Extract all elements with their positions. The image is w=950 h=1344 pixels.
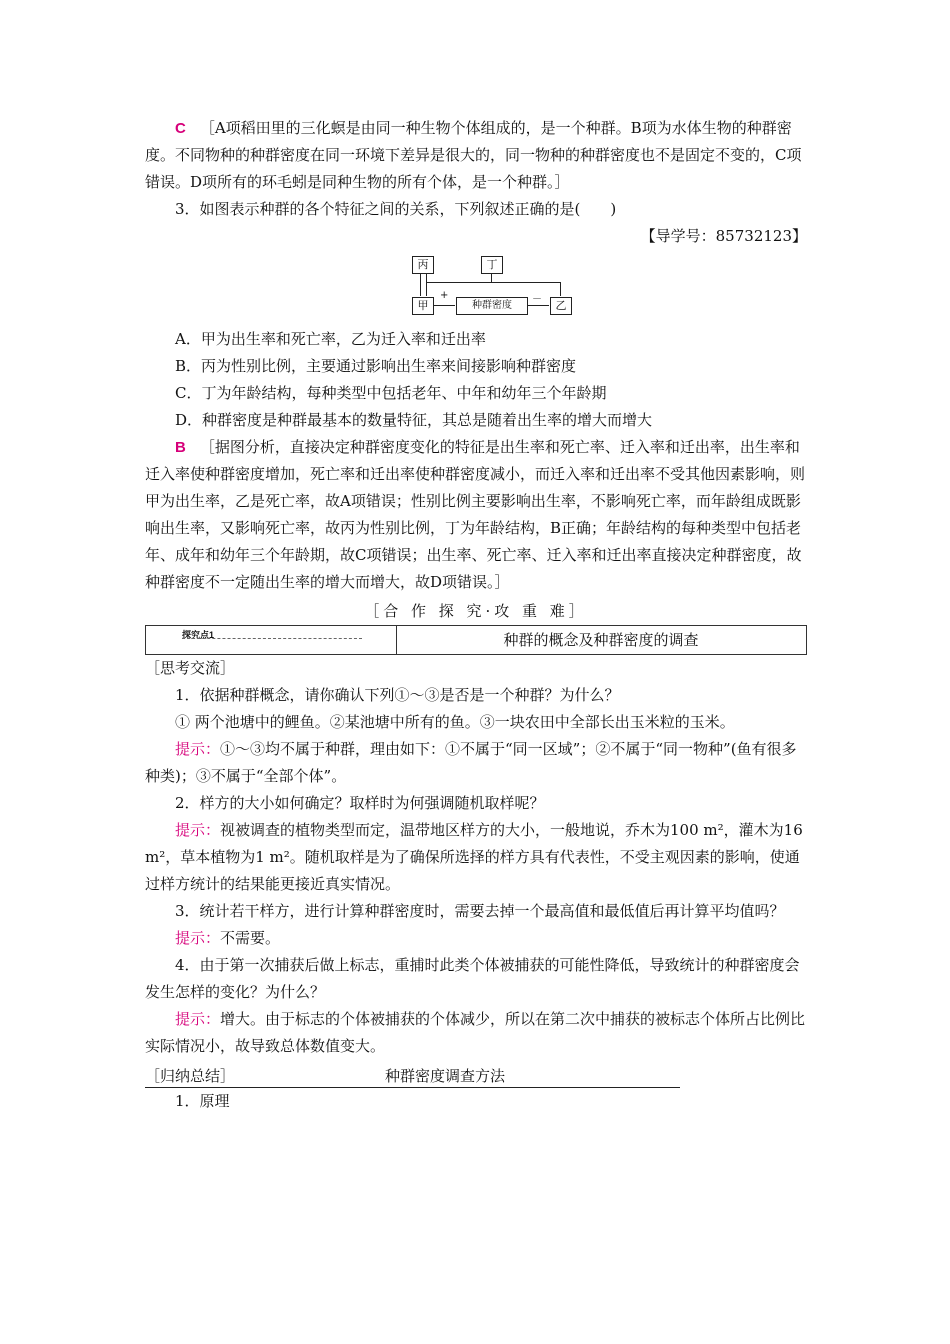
think-heading: ［思考交流］ <box>145 659 236 677</box>
diagram-box-ding: 丁 <box>481 256 503 274</box>
think-answer-4-text: 增大。由于标志的个体被捕获的个体减少，所以在第二次中捕获的被标志个体所占比例比实际情况小，故导致总体数值变大。 <box>145 1010 806 1055</box>
option-b: B．丙为性别比例，主要通过影响出生率来间接影响种群密度 <box>175 357 577 375</box>
option-d: D．种群密度是种群最基本的数量特征，其总是随着出生率的增大而增大 <box>175 411 653 429</box>
diagram-box-yi: 乙 <box>550 297 572 315</box>
think-question-1: 1．依据种群概念，请你确认下列①～③是否是一个种群？为什么？ <box>175 686 620 704</box>
section-title: ［合 作 探 究·攻 重 难］ <box>364 602 588 620</box>
diagram-minus-sign: － <box>532 294 542 305</box>
think-answer-1 <box>145 736 807 790</box>
tip-label: 提示： <box>175 1010 221 1028</box>
diagram-box-bing: 丙 <box>412 256 434 274</box>
summary-title: 种群密度调查方法 <box>385 1067 506 1085</box>
think-answer-3 <box>145 925 807 952</box>
connector <box>560 282 561 296</box>
population-feature-diagram <box>412 256 576 318</box>
guide-number: 【导学号：85732123】 <box>640 227 807 245</box>
diagram-box-jia: 甲 <box>412 297 434 315</box>
divider <box>182 638 362 639</box>
answer-3 <box>145 434 807 596</box>
topic-tag-cell <box>146 626 397 654</box>
think-question-3: 3．统计若干样方，进行计算种群密度时，需要去掉一个最高值和最低值后再计算平均值吗？ <box>175 902 785 920</box>
answer-3-letter: B <box>175 439 186 456</box>
think-answer-2-text: 视被调查的植物类型而定，温带地区样方的大小，一般地说，乔木为100 m²，灌木为16 m²，草本植物为1 m²。随机取样是为了确保所选择的样方具有代表性，不受主观因素的影响，使通过样方统计的结果能更接近真实情况。 <box>145 821 803 893</box>
think-question-4: 4．由于第一次捕获后做上标志，重捕时此类个体被捕获的可能性降低，导致统计的种群密度会发生怎样的变化？为什么？ <box>145 956 800 1001</box>
answer-2-explanation: ［A项稻田里的三化螟是由同一种生物个体组成的，是一个种群。B项为水体生物的种群密度。不同物种的种群密度在同一环境下差异是很大的，同一物种的种群密度也不是固定不变的，C项错误。D项所有的环毛蚓是同种生物的所有个体，是一个种群。］ <box>145 119 802 191</box>
answer-2-letter: C <box>175 120 186 137</box>
summary-underline <box>145 1087 680 1088</box>
summary-item-1: 1．原理 <box>175 1092 230 1110</box>
connector <box>426 274 427 296</box>
arrow-yi-to-center <box>528 305 549 306</box>
arrow-jia-to-center <box>434 305 455 306</box>
think-question-1-items: ① 两个池塘中的鲤鱼。②某池塘中所有的鱼。③一块农田中全部长出玉米粒的玉米。 <box>175 713 735 731</box>
think-question-2: 2．样方的大小如何确定？取样时为何强调随机取样呢？ <box>175 794 545 812</box>
diagram-plus-sign: + <box>440 290 449 301</box>
topic-bar <box>145 625 807 655</box>
tip-label: 提示： <box>175 821 221 839</box>
connector <box>420 274 421 296</box>
summary-heading <box>145 1064 807 1088</box>
diagram-box-center: 种群密度 <box>456 297 528 315</box>
option-c: C．丁为年龄结构，每种类型中包括老年、中年和幼年三个年龄期 <box>175 384 607 402</box>
question-3-stem: 3．如图表示种群的各个特征之间的关系，下列叙述正确的是( ) <box>175 200 617 218</box>
option-a: A．甲为出生率和死亡率，乙为迁入率和迁出率 <box>175 330 486 348</box>
connector <box>491 274 492 282</box>
summary-label: ［归纳总结］ <box>145 1067 236 1085</box>
think-answer-2 <box>145 817 807 898</box>
connector <box>426 282 560 283</box>
think-answer-4 <box>145 1006 807 1060</box>
answer-3-explanation: ［据图分析，直接决定种群密度变化的特征是出生率和死亡率、迁入率和迁出率，出生率和迁入率使种群密度增加，死亡率和迁出率使种群密度减小，而迁入率和迁出率不受其他因素影响，则甲为出生率，乙是死亡率，故A项错误；性别比例主要影响出生率，不影响死亡率，而年龄组成既影响出生率，又影响死亡率，故丙为性别比例，丁为年龄结构，B正确；年龄结构的每种类型中包括老年、成年和幼年三个年龄期，故C项错误；出生率、死亡率、迁入率和迁出率直接决定种群密度，故种群密度不一定随出生率的增大而增大，故D项错误。］ <box>145 438 806 591</box>
tip-label: 提示： <box>175 740 221 758</box>
tip-label: 提示： <box>175 929 221 947</box>
topic-tag: 探究点1 <box>182 630 215 640</box>
topic-title: 种群的概念及种群密度的调查 <box>503 631 699 649</box>
page-content <box>145 115 807 1115</box>
think-answer-3-text: 不需要。 <box>220 929 281 947</box>
think-answer-1-text: ①～③均不属于种群，理由如下：①不属于“同一区域”；②不属于“同一物种”(鱼有很多种类)；③不属于“全部个体”。 <box>145 740 797 785</box>
answer-2 <box>145 115 807 196</box>
